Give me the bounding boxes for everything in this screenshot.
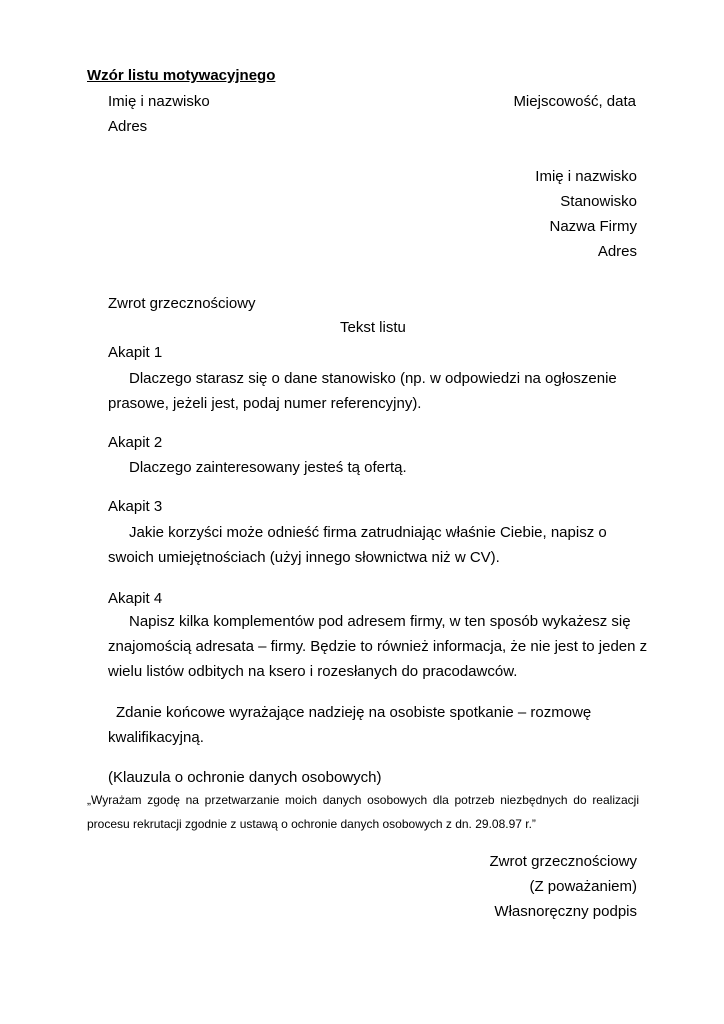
closing-sentence-line-1: Zdanie końcowe wyrażające nadzieję na osobiste spotkanie – rozmowę — [116, 704, 592, 721]
sender-address: Adres — [108, 118, 148, 135]
paragraph-4-line-2: znajomością adresata – firmy. Będzie to również informacja, że nie jest to jeden z — [108, 638, 648, 655]
sender-name: Imię i nazwisko — [108, 93, 210, 110]
consent-text: „Wyrażam zgodę na przetwarzanie moich danych osobowych dla potrzeb niezbędnych do realizacji procesu rekrutacji zgodnie z ustawą o ochronie danych osobowych z dn. 29.08.97 r.” — [87, 793, 639, 831]
place-date: Miejscowość, data — [513, 93, 636, 110]
recipient-company: Nazwa Firmy — [549, 218, 637, 235]
paragraph-2-label: Akapit 2 — [108, 434, 163, 451]
paragraph-4-label: Akapit 4 — [108, 590, 163, 607]
signoff-regards: (Z poważaniem) — [529, 878, 637, 895]
closing-sentence-line-2: kwalifikacyjną. — [108, 729, 204, 746]
salutation: Zwrot grzecznościowy — [108, 295, 256, 312]
recipient-position: Stanowisko — [560, 193, 637, 210]
signature-line: Własnoręczny podpis — [494, 903, 637, 920]
paragraph-3-line-2: swoich umiejętnościach (użyj innego słownictwa niż w CV). — [108, 549, 500, 566]
recipient-address: Adres — [597, 243, 637, 260]
body-heading: Tekst listu — [340, 319, 406, 336]
recipient-name: Imię i nazwisko — [535, 168, 637, 185]
paragraph-3-label: Akapit 3 — [108, 498, 163, 515]
paragraph-1-line-1: Dlaczego starasz się o dane stanowisko (np. w odpowiedzi na ogłoszenie — [129, 370, 617, 387]
paragraph-1-line-2: prasowe, jeżeli jest, podaj numer referencyjny). — [108, 395, 422, 412]
paragraph-4-line-3: wielu listów odbitych na ksero i rozesłanych do pracodawców. — [108, 663, 518, 680]
paragraph-3-line-1: Jakie korzyści może odnieść firma zatrudniając właśnie Ciebie, napisz o — [129, 524, 607, 541]
paragraph-2-line-1: Dlaczego zainteresowany jesteś tą ofertą. — [129, 459, 407, 476]
paragraph-4-line-1: Napisz kilka komplementów pod adresem firmy, w ten sposób wykażesz się — [129, 613, 631, 630]
paragraph-1-label: Akapit 1 — [108, 344, 163, 361]
document-title: Wzór listu motywacyjnego — [87, 67, 276, 84]
signoff-salutation: Zwrot grzecznościowy — [489, 853, 637, 870]
clause-heading: (Klauzula o ochronie danych osobowych) — [108, 769, 382, 786]
